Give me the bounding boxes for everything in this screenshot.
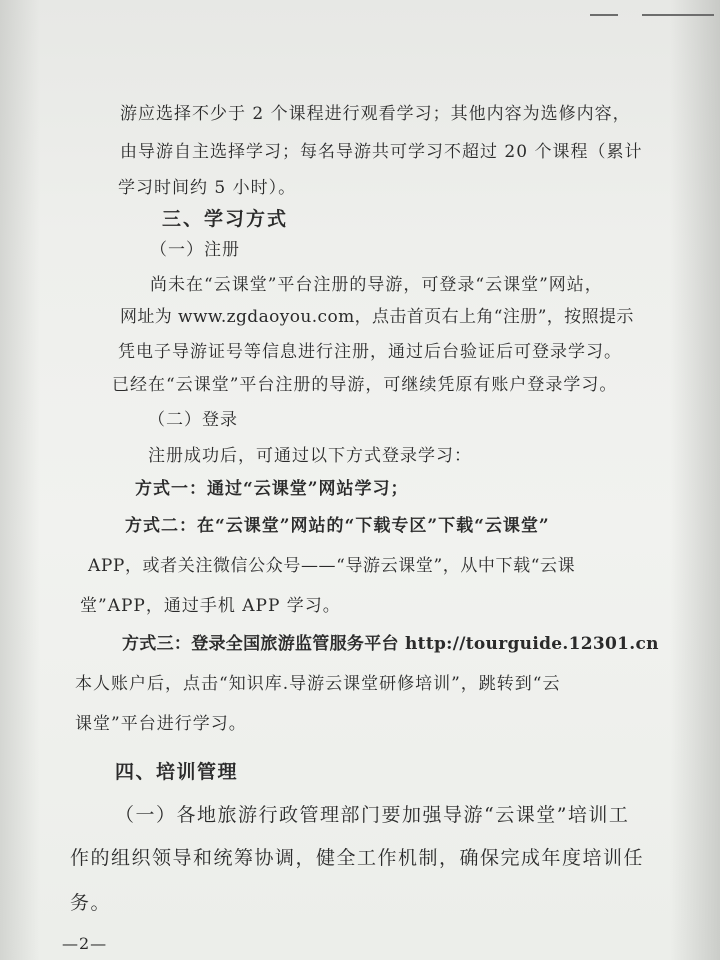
method-two-line: 方式二：在“云课堂”网站的“下载专区”下载“云课堂”: [125, 516, 550, 536]
page-edge-marks: [580, 6, 720, 26]
section-heading: 四、培训管理: [115, 761, 239, 783]
body-line: APP，或者关注微信公众号——“导游云课堂”，从中下载“云课: [88, 556, 576, 576]
page-shadow-left: [0, 0, 40, 960]
body-line: 作的组织领导和统筹协调，健全工作机制，确保完成年度培训任: [70, 847, 645, 869]
method-three-line: 方式三：登录全国旅游监管服务平台 http://tourguide.12301.cn: [122, 634, 659, 654]
subsection-heading: （二）登录: [148, 410, 238, 430]
body-line: 由导游自主选择学习；每名导游共可学习不超过 20 个课程（累计: [120, 142, 643, 162]
body-line: 凭电子导游证号等信息进行注册，通过后台验证后可登录学习。: [118, 342, 622, 362]
body-line: 学习时间约 5 小时）。: [118, 178, 297, 198]
body-line: 课堂”平台进行学习。: [75, 714, 247, 734]
page-shadow-right: [670, 0, 720, 960]
body-line: 尚未在“云课堂”平台注册的导游，可登录“云课堂”网站，: [150, 275, 603, 295]
body-line: 网址为 www.zgdaoyou.com，点击首页右上角“注册”，按照提示: [120, 307, 634, 327]
body-line: 堂”APP，通过手机 APP 学习。: [80, 596, 341, 616]
body-line: 注册成功后，可通过以下方式登录学习：: [148, 446, 472, 466]
method-one-line: 方式一：通过“云课堂”网站学习；: [135, 479, 409, 499]
body-line: （一）各地旅游行政管理部门要加强导游“云课堂”培训工: [115, 804, 630, 826]
body-line: 已经在“云课堂”平台注册的导游，可继续凭原有账户登录学习。: [112, 375, 618, 395]
body-line: 游应选择不少于 2 个课程进行观看学习；其他内容为选修内容，: [120, 104, 631, 124]
page-number: —2—: [62, 934, 108, 953]
body-line: 务。: [70, 892, 112, 914]
section-heading: 三、学习方式: [162, 208, 289, 230]
subsection-heading: （一）注册: [150, 240, 240, 260]
body-line: 本人账户后，点击“知识库.导游云课堂研修培训”，跳转到“云: [75, 674, 561, 694]
